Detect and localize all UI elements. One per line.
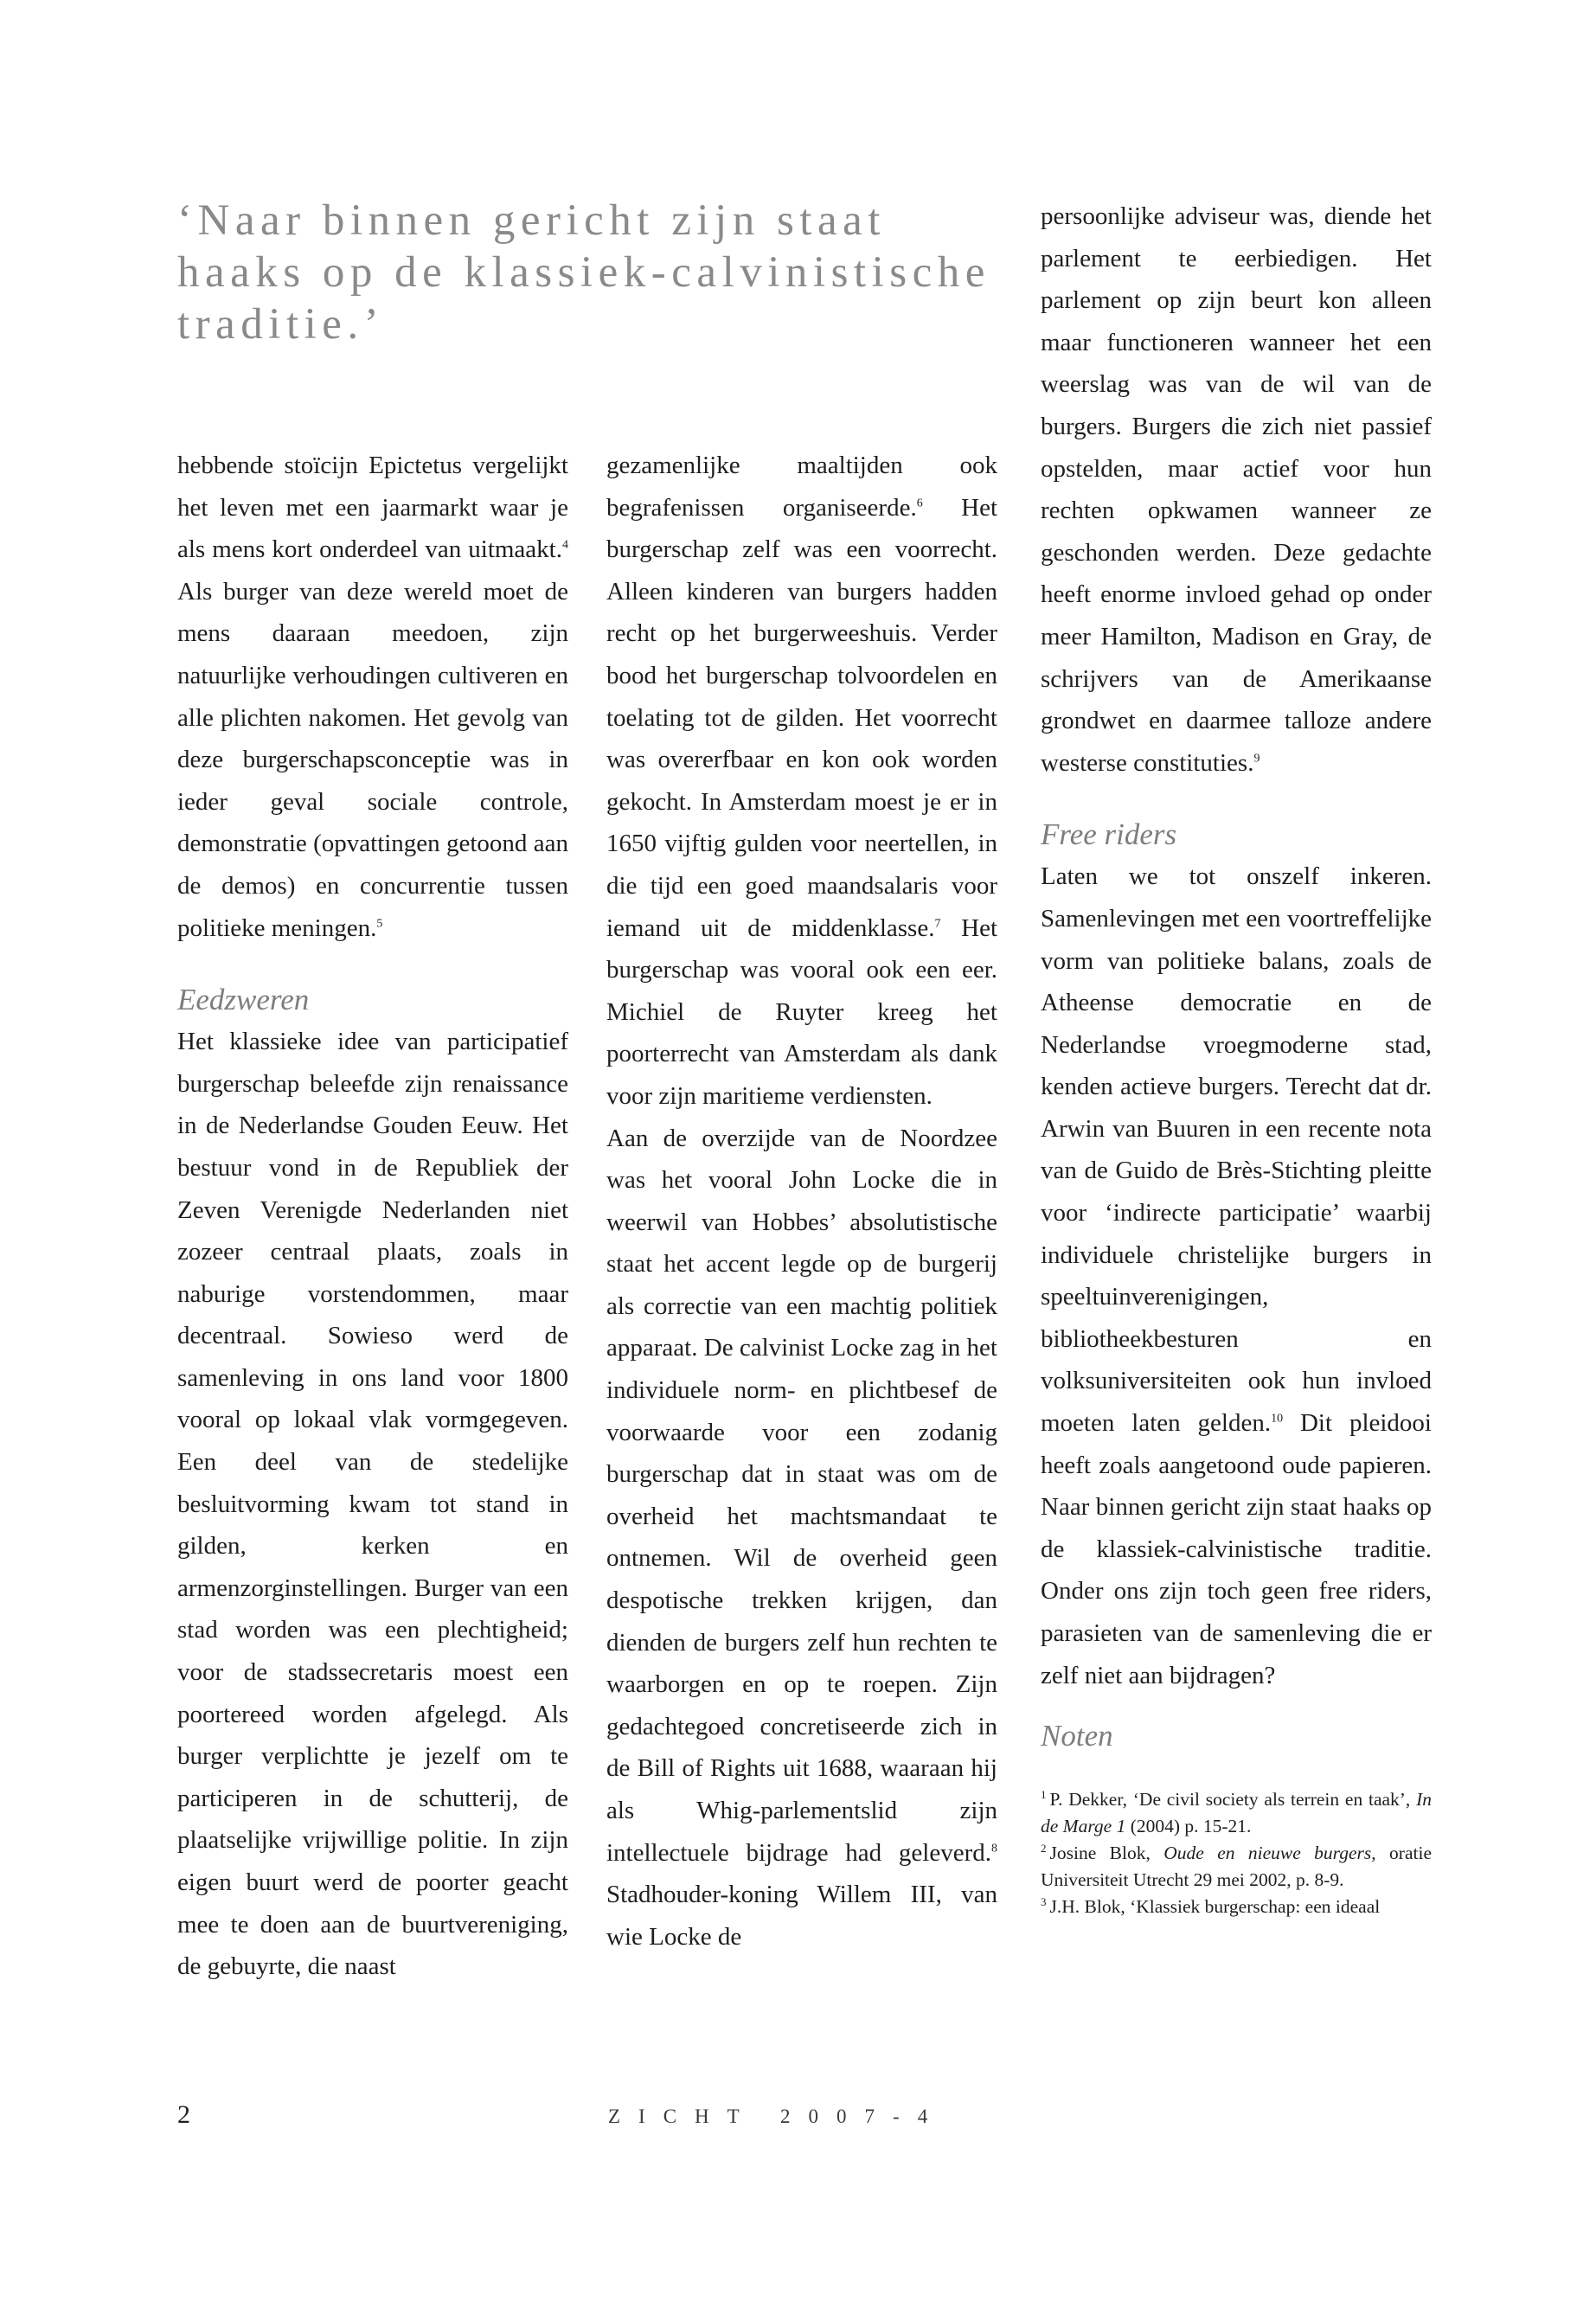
text-column-3 [1041,195,1432,1920]
section-heading-noten: Noten [1041,1719,1113,1753]
paragraph [177,445,568,949]
footnote-text: P. Dekker, ‘De civil society als terrein en taak’, [1049,1789,1417,1811]
text-run: Het klassieke idee van participatief burgerschap beleefde zijn renaissance in de Nederlandse Gouden Eeuw. Het bestuur vond in de Republiek der Zeven Verenigde Nederlanden niet zozeer centraal plaats, zoals in naburige vorstendommen, maar decentraal. Sowieso werd de samenleving in ons land voor 1800 vooral op lokaal vlak vormgegeven. Een deel van de stedelijke besluitvorming kwam tot stand in gilden, kerken en armenzorginstellingen. Burger van een stad worden was een plechtigheid; voor de stadssecretaris moest een poortereed worden afgelegd. Als burger verplichtte je jezelf om te participeren in de schutterij, de plaatselijke vrijwillige politie. In zijn eigen buurt werd de poorter geacht mee te doen aan de buurtvereniging, de gebuyrte, die naast [177,1028,568,1981]
section-heading-free-riders: Free riders [1041,817,1177,852]
footnote-marker: 6 [916,496,923,510]
running-title: ZICHT 2007-4 [608,2106,946,2127]
text-column-2 [606,445,997,1958]
footnote-item [1041,1840,1432,1894]
text-run: Laten we tot onszelf inkeren. Samenlevingen met een voortreffelijke vorm van politieke balans, zoals de Atheense democratie en de Nederlandse vroegmoderne stad, kenden actieve burgers. Terecht dat dr. Arwin van Buuren in een recente nota van de Guido de Brès-Stichting pleitte voor ‘indirecte participatie’ waarbij individuele christelijke burgers in speeltuinverenigingen, bibliotheekbesturen en volksuniversiteiten ook hun invloed moeten laten gelden. [1041,862,1432,1438]
footnote-number: 3 [1041,1895,1047,1909]
text-run: Dit pleidooi heeft zoals aangetoond oude papieren. Naar binnen gericht zijn staat haaks op de klassiek-calvinistische traditie. Onder ons zijn toch geen free riders, parasieten van de samenleving die er zelf niet aan bijdragen? [1041,1409,1432,1689]
footnote-text: Josine Blok, [1049,1843,1164,1864]
footnote-text: , oratie Universiteit Utrecht 29 mei 2002, p. 8-9. [1041,1843,1432,1891]
text-run: Het burgerschap was vooral ook een eer. Michiel de Ruyter kreeg het poorterrecht van Amsterdam als dank voor zijn maritieme verdiensten. [606,913,998,1110]
footnote-marker: 4 [562,538,568,552]
footnotes-list [1041,1786,1432,1920]
page-number: 2 [177,2100,190,2129]
footnote-text: J.H. Blok, ‘Klassiek burgerschap: een ideaal [1049,1896,1381,1918]
footnote-item [1041,1786,1432,1840]
footnote-marker: 10 [1271,1412,1284,1426]
section-heading-eedzweren: Eedzweren [177,983,310,1017]
text-run: Aan de overzijde van de Noordzee was het vooral John Locke die in weerwil van Hobbes’ absolutistische staat het accent legde op de burgerij als correctie van een machtig politiek apparaat. De calvinist Locke zag in het individuele norm- en plichtbesef de voorwaarde voor een zodanig burgerschap dat in staat was om de overheid het machtsmandaat te ontnemen. Wil de overheid geen despotische trekken krijgen, dan dienden de burgers zelf hun rechten te waarborgen en op te roepen. Zijn gedachtegoed concretiseerde zich in de Bill of Rights uit 1688, waaraan hij als Whig-parlementslid zijn intellectuele bijdrage had geleverd. [606,1124,997,1867]
footnote-marker: 9 [1253,752,1260,766]
footnote-marker: 7 [934,916,941,930]
text-run: hebbende stoïcijn Epictetus vergelijkt het leven met een jaarmarkt waar je als mens kort onderdeel van uitmaakt. [177,452,568,564]
footnote-title: In de Marge 1 [1041,1789,1432,1837]
text-run: Het burgerschap zelf was een voorrecht. Alleen kinderen van burgers hadden recht op het burgerweeshuis. Verder bood het burgerschap tolvoordelen en toelating tot de gilden. Het voorrecht was overerfbaar en kon ook worden gekocht. In Amsterdam moest je er in 1650 vijftig gulden voor neertellen, in die tijd een goed maandsalaris voor iemand uit de middenklasse. [606,493,997,942]
paragraph [606,1118,997,1958]
text-column-1 [177,445,568,1988]
footnote-title: Oude en nieuwe burgers [1163,1843,1372,1864]
footnote-text: (2004) p. 15-21. [1125,1816,1252,1837]
footnote-number: 1 [1041,1788,1047,1802]
footnote-marker: 5 [376,916,383,930]
text-run: Stadhouder-koning Willem III, van wie Locke de [606,1881,997,1951]
text-run: persoonlijke adviseur was, diende het parlement te eerbiedigen. Het parlement op zijn beurt kon alleen maar functioneren wanneer het een weerslag was van de wil van de burgers. Burgers die zich niet passief opstelden, maar actief voor hun rechten opkwamen wanneer ze geschonden werden. Deze gedachte heeft enorme invloed gehad op onder meer Hamilton, Madison en Gray, de schrijvers van de Amerikaanse grondwet en daarmee talloze andere westerse constituties. [1041,202,1432,777]
paragraph [177,1021,568,1988]
paragraph [1041,856,1432,1696]
text-run: Als burger van deze wereld moet de mens daaraan meedoen, zijn natuurlijke verhoudingen cultiveren en alle plichten nakomen. Het gevolg van deze burgerschapsconceptie was in ieder geval sociale controle, demonstratie (opvattingen getoond aan de demos) en concurrentie tussen politieke meningen. [177,577,568,942]
paragraph [1041,195,1432,784]
footnote-number: 2 [1041,1842,1047,1856]
footnote-marker: 8 [991,1841,997,1855]
footnote-item [1041,1894,1432,1920]
text-run: gezamenlijke maaltijden ook begrafenissen organiseerde. [606,452,997,522]
paragraph [606,445,997,1118]
pull-quote: ‘Naar binnen gericht zijn staat haaks op de klassiek-calvinistische traditie.’ [177,196,990,349]
